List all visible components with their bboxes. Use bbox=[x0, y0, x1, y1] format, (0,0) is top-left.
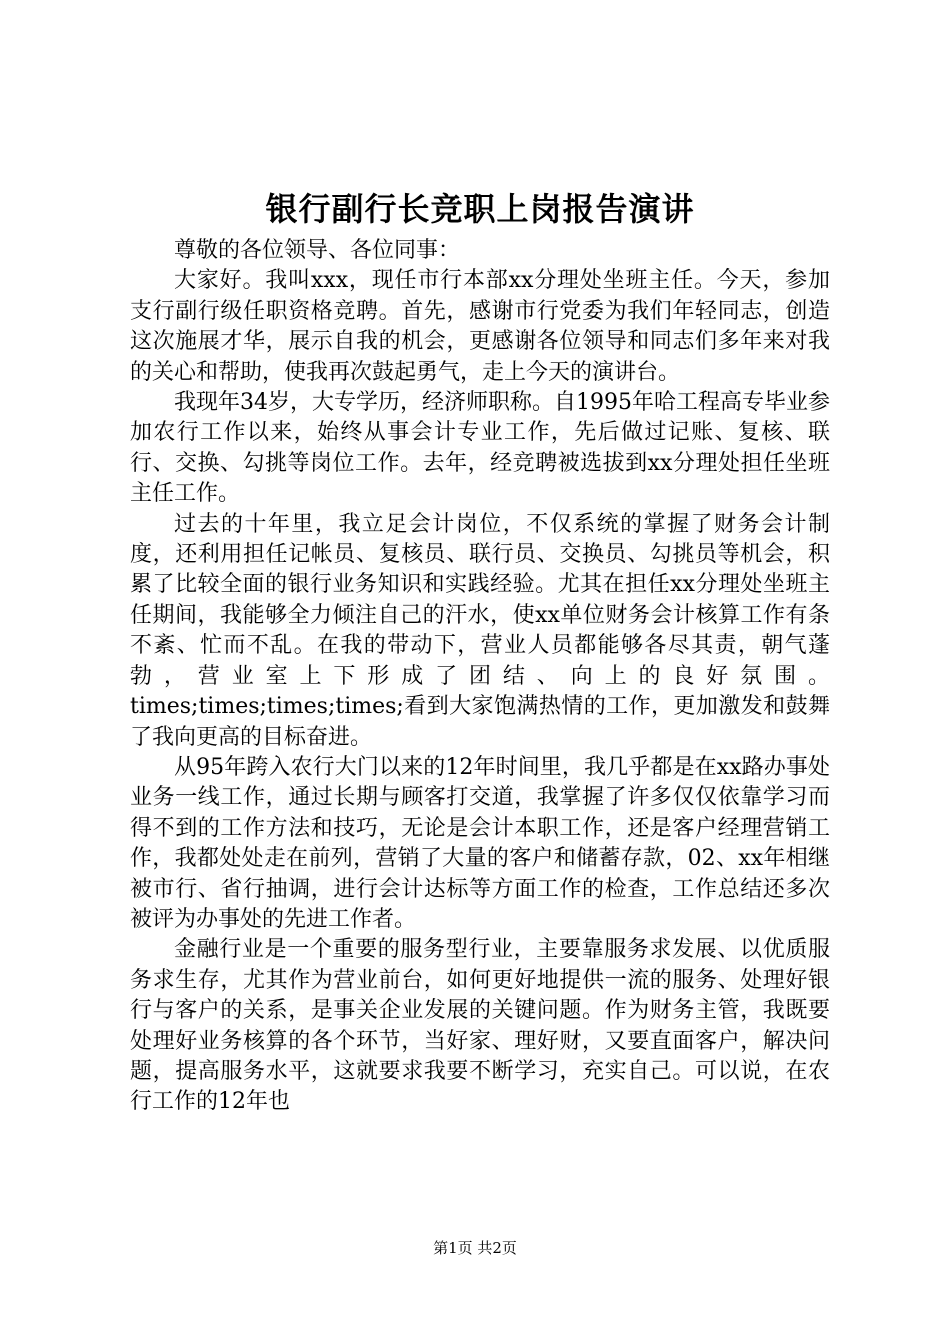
paragraph-greeting: 大家好。我叫xxx，现任市行本部xx分理处坐班主任。今天，参加支行副行级任职资格竞聘。首先，感谢市行党委为我们年轻同志，创造这次施展才华，展示自我的机会，更感谢各位领导和同志们多年来对我的关心和帮助，使我再次鼓起勇气，走上今天的演讲台。 bbox=[130, 268, 830, 385]
paragraph-experience: 过去的十年里，我立足会计岗位，不仅系统的掌握了财务会计制度，还利用担任记帐员、复核员、联行员、交换员、勾挑员等机会，积累了比较全面的银行业务知识和实践经验。尤其在担任xx分理处坐班主任期间，我能够全力倾注自己的汗水，使xx单位财务会计核算工作有条不紊、忙而不乱。在我的带动下，营业人员都能够各尽其责，朝气蓬勃，营业室上下形成了团结、向上的良好氛围。times;times;times;times;看到大家饱满热情的工作，更加激发和鼓舞了我向更高的目标奋进。 bbox=[130, 511, 830, 750]
paragraph-frontline-work: 从95年跨入农行大门以来的12年时间里，我几乎都是在xx路办事处业务一线工作，通过长期与顾客打交道，我掌握了许多仅仅依靠学习而得不到的工作方法和技巧，无论是会计本职工作，还是客户经理营销工作，我都处处走在前列，营销了大量的客户和储蓄存款，02、xx年相继被市行、省行抽调，进行会计达标等方面工作的检查，工作总结还多次被评为办事处的先进工作者。 bbox=[130, 754, 830, 932]
document-body bbox=[130, 236, 830, 1118]
paragraph-service-industry: 金融行业是一个重要的服务型行业，主要靠服务求发展、以优质服务求生存，尤其作为营业前台，如何更好地提供一流的服务、处理好银行与客户的关系，是事关企业发展的关键问题。作为财务主管，我既要处理好业务核算的各个环节，当好家、理好财，又要直面客户，解决问题，提高服务水平，这就要求我要不断学习，充实自己。可以说，在农行工作的12年也 bbox=[130, 937, 830, 1115]
document-title: 银行副行长竞职上岗报告演讲 bbox=[265, 190, 695, 228]
paragraph-background: 我现年34岁，大专学历，经济师职称。自1995年哈工程高专毕业参加农行工作以来，始终从事会计专业工作，先后做过记账、复核、联行、交换、勾挑等岗位工作。去年，经竞聘被选拔到xx分理处担任坐班主任工作。 bbox=[130, 390, 830, 507]
page-footer: 第1页 共2页 bbox=[433, 1239, 517, 1257]
paragraph-salutation: 尊敬的各位领导、各位同事： bbox=[174, 238, 461, 263]
